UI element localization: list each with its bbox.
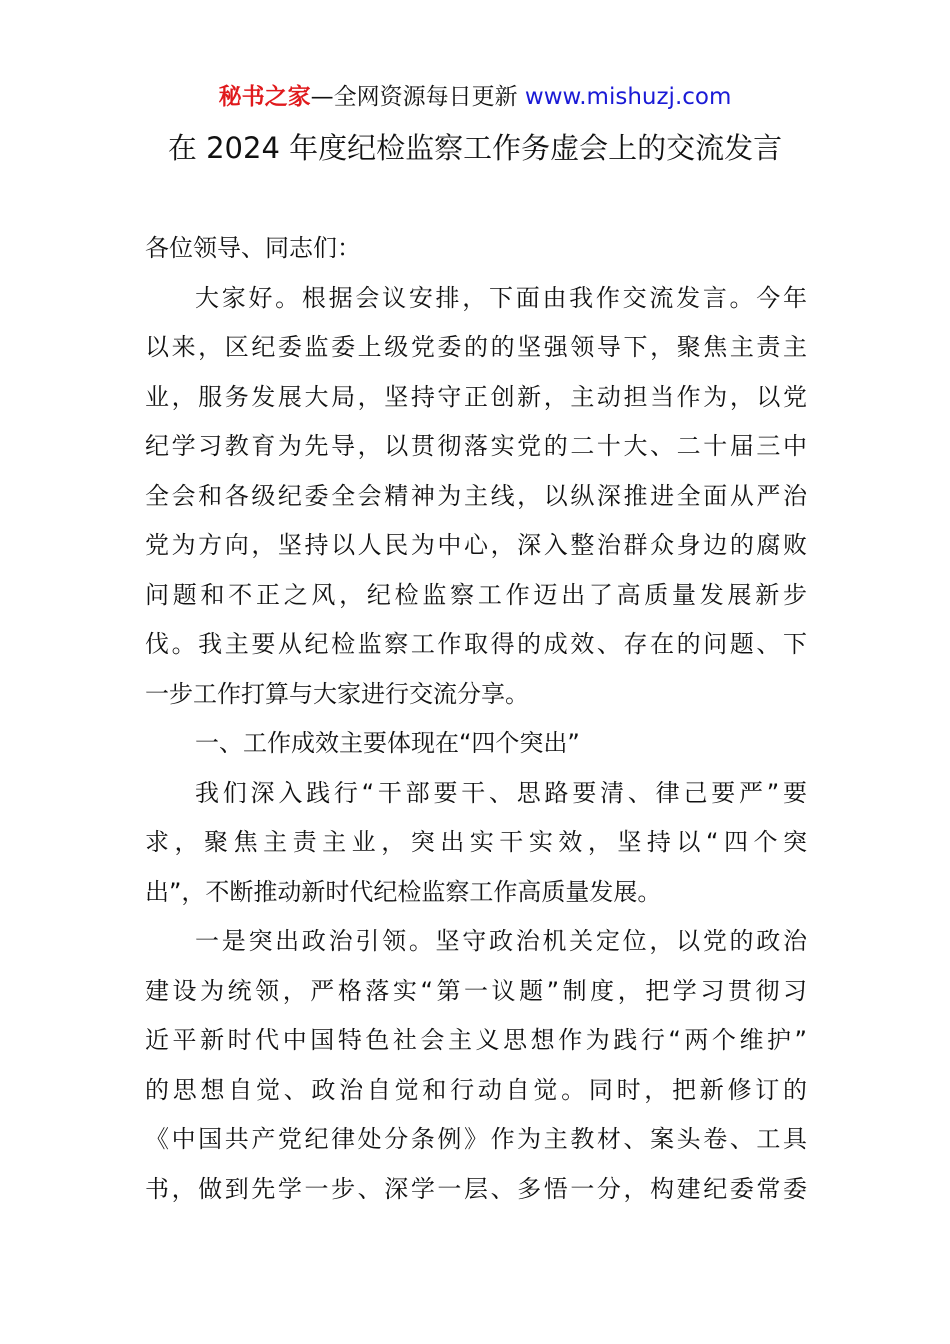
paragraph-line: 求，聚焦主责主业，突出实干实效，坚持以“四个突	[145, 828, 807, 856]
paragraph-line: 大家好。根据会议安排，下面由我作交流发言。今年	[195, 283, 807, 312]
paragraph-line: 党为方向，坚持以人民为中心，深入整治群众身边的腐败	[145, 531, 807, 559]
paragraph-line: 出”，不断推动新时代纪检监察工作高质量发展。	[145, 877, 662, 906]
salutation: 各位领导、同志们：	[145, 234, 361, 262]
paragraph-line: 《中国共产党纪律处分条例》作为主教材、案头卷、工具	[145, 1125, 807, 1153]
paragraph-line: 以来，区纪委监委上级党委的的坚强领导下，聚焦主责主	[145, 333, 807, 361]
paragraph-line: 书，做到先学一步、深学一层、多悟一分，构建纪委常委	[145, 1174, 807, 1203]
paragraph-line: 我们深入践行“干部要干、思路要清、律己要严”要	[195, 778, 807, 807]
paragraph-line: 问题和不正之风，纪检监察工作迈出了高质量发展新步	[145, 580, 807, 609]
section-heading: 一、工作成效主要体现在“四个突出”	[195, 729, 580, 757]
paragraph-line: 全会和各级纪委全会精神为主线，以纵深推进全面从严治	[145, 481, 807, 510]
brand-name: 秘书之家	[218, 84, 311, 110]
header-tagline: —全网资源每日更新	[310, 84, 525, 110]
paragraph-line: 的思想自觉、政治自觉和行动自觉。同时，把新修订的	[145, 1075, 807, 1104]
site-link[interactable]: www.mishuzj.com	[524, 84, 732, 110]
document-body	[145, 224, 807, 1214]
paragraph-line: 建设为统领，严格落实“第一议题”制度，把学习贯彻习	[145, 976, 807, 1005]
paragraph-line: 近平新时代中国特色社会主义思想作为践行“两个维护”	[145, 1026, 807, 1054]
paragraph-line: 业，服务发展大局，坚持守正创新，主动担当作为，以党	[145, 382, 807, 411]
paragraph-line: 一是突出政治引领。坚守政治机关定位，以党的政治	[195, 927, 807, 955]
paragraph-line: 伐。我主要从纪检监察工作取得的成效、存在的问题、下	[145, 630, 807, 658]
site-header	[0, 80, 950, 114]
document-title: 在 2024 年度纪检监察工作务虚会上的交流发言	[167, 131, 783, 165]
paragraph-line: 纪学习教育为先导，以贯彻落实党的二十大、二十届三中	[145, 432, 807, 460]
paragraph-line: 一步工作打算与大家进行交流分享。	[145, 679, 529, 708]
